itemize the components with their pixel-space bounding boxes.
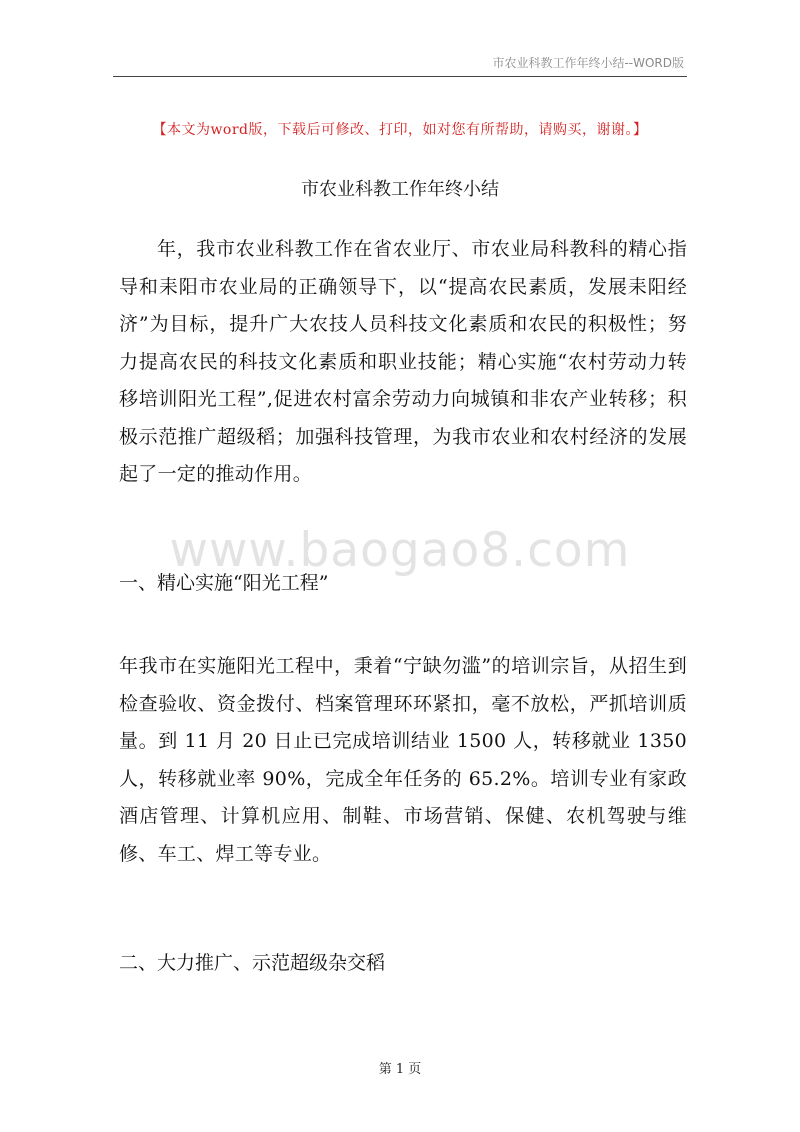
download-notice: 【本文为word版，下载后可修改、打印，如对您有所帮助，请购买，谢谢。】 xyxy=(152,122,648,138)
site-watermark: www.baogao8.com xyxy=(169,523,631,578)
page-number: 第 1 页 xyxy=(378,1062,422,1077)
running-header: 市农业科教工作年终小结--WORD版 xyxy=(492,56,684,70)
intro-paragraph: 年，我市农业科教工作在省农业厅、市农业局科教科的精心指导和耒阳市农业局的正确领导下，以“提高农民素质，发展耒阳经济”为目标，提升广大农技人员科技文化素质和农民的积极性；努力提高农民的科技文化素质和职业技能；精心实施“农村劳动力转移培训阳光工程”,促进农村富余劳动力向城镇和非农产业转移；积极示范推广超级稻；加强科技管理，为我市农业和农村经济的发展起了一定的推动作用。 xyxy=(119,238,687,485)
section-heading-2: 二、大力推广、示范超级杂交稻 xyxy=(119,952,386,974)
header-divider xyxy=(113,76,687,77)
section-1-paragraph: 年我市在实施阳光工程中，秉着“宁缺勿滥”的培训宗旨，从招生到检查验收、资金拨付、档案管理环环紧扣，毫不放松，严抓培训质量。到 11 月 20 日止已完成培训结业 1500 人，转移就业 1350 人，转移就业率 90%，完成全年任务的 65.2%。培训专业有家政酒店管理、计算机应用、制鞋、市场营销、保健、农机驾驶与维修、车工、焊工等专业。 xyxy=(119,655,687,865)
document-title: 市农业科教工作年终小结 xyxy=(301,179,499,200)
section-heading-1: 一、精心实施“阳光工程” xyxy=(119,572,329,594)
